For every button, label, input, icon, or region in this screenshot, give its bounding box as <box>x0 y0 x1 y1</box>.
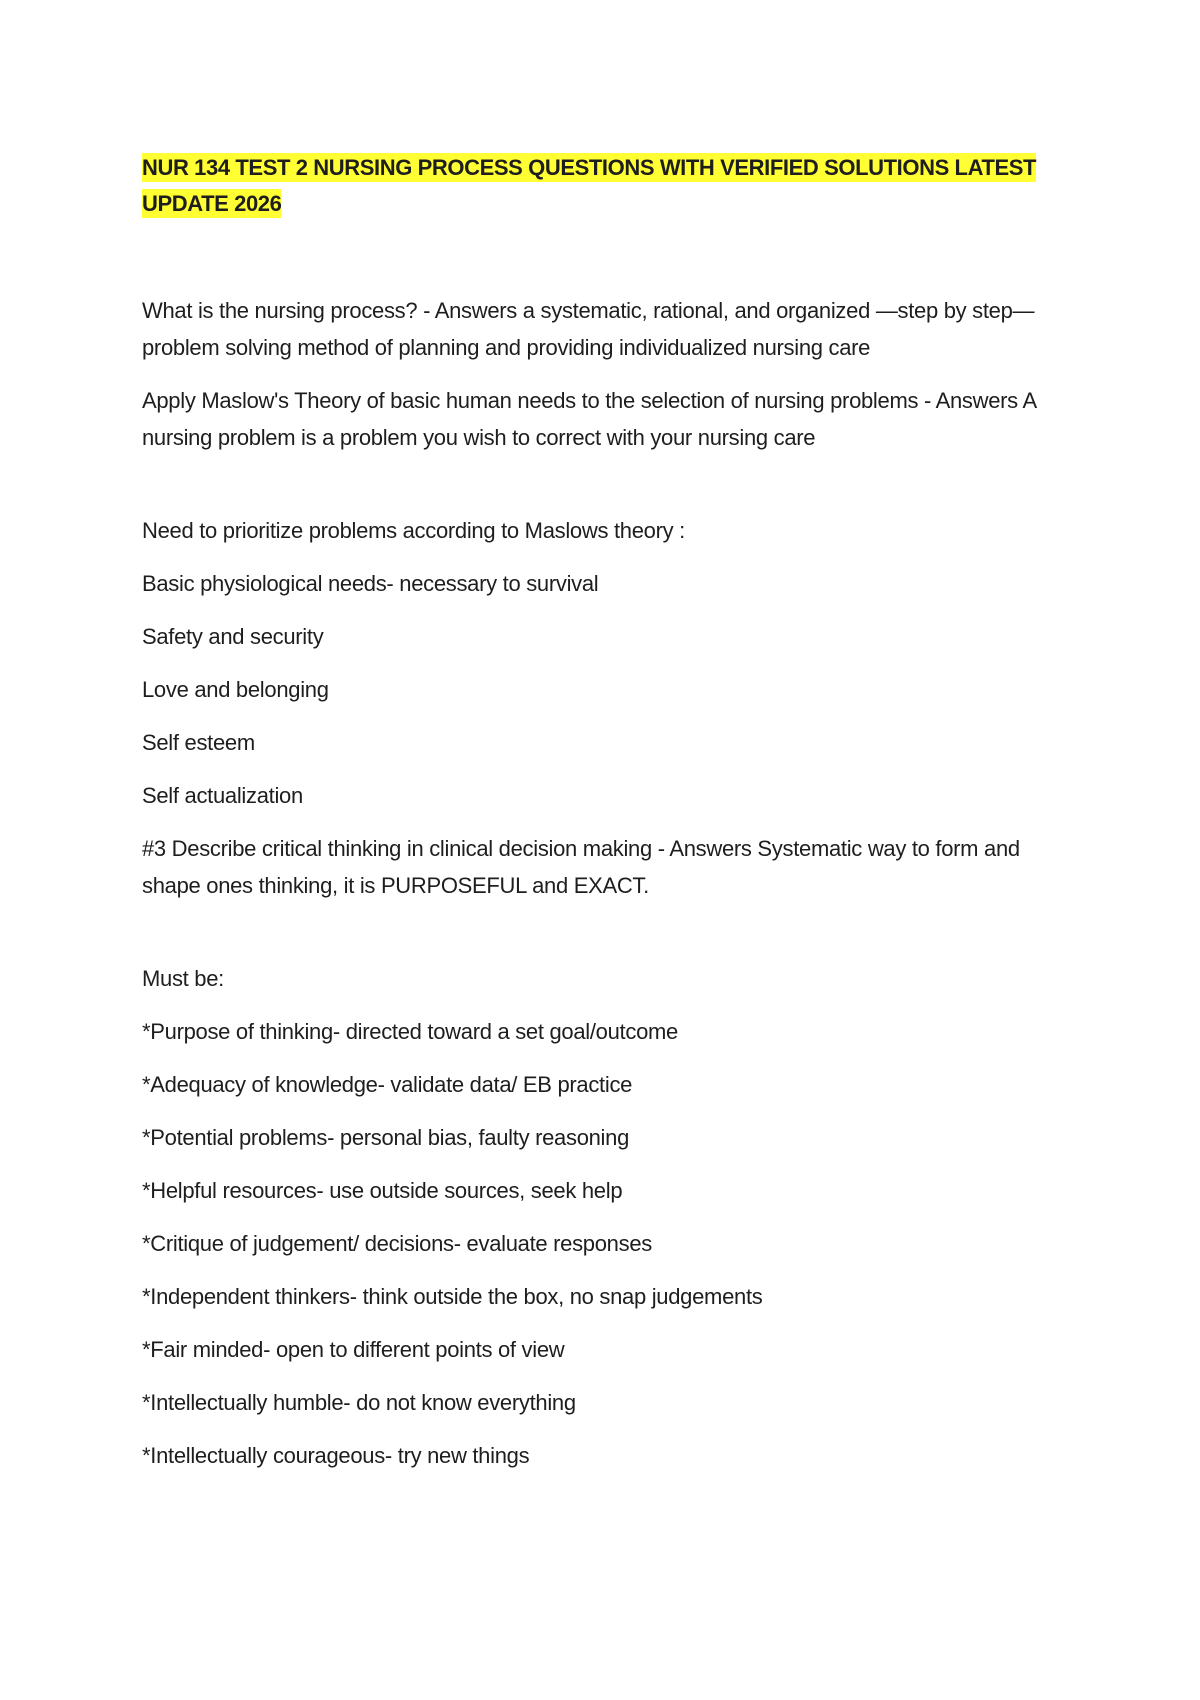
maslow-intro: Need to prioritize problems according to Maslows theory : <box>142 518 685 543</box>
list-item: Self actualization <box>142 783 303 808</box>
list-item: *Independent thinkers- think outside the box, no snap judgements <box>142 1284 763 1309</box>
list-item: *Critique of judgement/ decisions- evaluate responses <box>142 1231 652 1256</box>
question-maslow-theory: Apply Maslow's Theory of basic human needs to the selection of nursing problems - Answers A nursing problem is a problem you wish to correct with your nursing care <box>142 388 1036 450</box>
list-item: *Fair minded- open to different points of view <box>142 1337 565 1362</box>
list-item: *Purpose of thinking- directed toward a set goal/outcome <box>142 1019 678 1044</box>
list-item: Love and belonging <box>142 677 329 702</box>
question-critical-thinking: #3 Describe critical thinking in clinical decision making - Answers Systematic way to form and shape ones thinking, it is PURPOSEFUL and EXACT. <box>142 836 1020 898</box>
list-item: Basic physiological needs- necessary to survival <box>142 571 599 596</box>
title-highlight: NUR 134 TEST 2 NURSING PROCESS QUESTIONS WITH VERIFIED SOLUTIONS LATEST UPDATE 2026 <box>142 155 1037 216</box>
list-item: *Potential problems- personal bias, faulty reasoning <box>142 1125 630 1150</box>
list-item: *Helpful resources- use outside sources, seek help <box>142 1178 623 1203</box>
question-nursing-process: What is the nursing process? - Answers a systematic, rational, and organized —step by step— problem solving method of planning and providing individualized nursing care <box>142 298 1035 360</box>
document-page <box>142 150 1072 1490</box>
list-item: *Intellectually courageous- try new things <box>142 1443 530 1468</box>
list-item: Self esteem <box>142 730 255 755</box>
list-item: *Intellectually humble- do not know everything <box>142 1390 576 1415</box>
list-item: Safety and security <box>142 624 324 649</box>
document-title <box>142 150 1072 222</box>
list-item: *Adequacy of knowledge- validate data/ EB practice <box>142 1072 633 1097</box>
must-be-label: Must be: <box>142 966 224 991</box>
